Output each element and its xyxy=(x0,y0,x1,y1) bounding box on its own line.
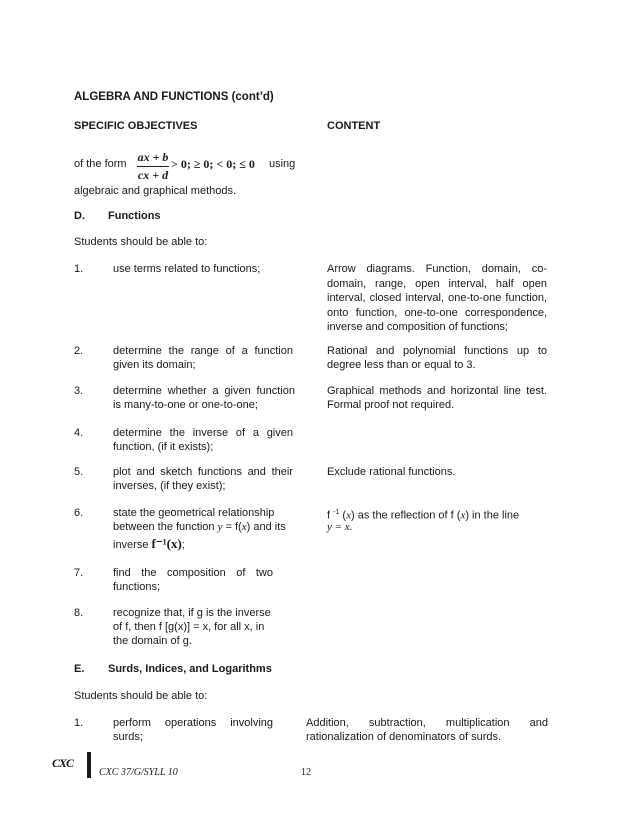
objective-text: determine whether a given function is many-to-one or one-to-one; xyxy=(113,385,295,411)
content-text: Rational and polynomial functions up to degree less than or equal to 3. xyxy=(327,345,547,371)
section-d-title: Functions xyxy=(108,210,161,222)
objective-text: find the composition of two functions; xyxy=(113,567,273,593)
var-y: y xyxy=(217,521,223,533)
cxc-logo: CXC xyxy=(52,756,74,770)
objective-number: 7. xyxy=(74,567,84,579)
var-x: x xyxy=(460,509,466,522)
objective-number: 5. xyxy=(74,466,84,478)
text-fragment: = f( xyxy=(222,521,242,533)
section-e-title: Surds, Indices, and Logarithms xyxy=(108,663,272,675)
section-e-letter: E. xyxy=(74,663,85,675)
text-fragment: ) and its xyxy=(246,521,286,533)
section-d-letter: D. xyxy=(74,210,85,222)
intro-prefix: of the form xyxy=(74,158,127,170)
objective-text-line3: the domain of g. xyxy=(113,635,192,647)
section-d-lead: Students should be able to: xyxy=(74,236,208,248)
objective-number: 1. xyxy=(74,717,84,729)
objective-text-line2 xyxy=(113,520,295,534)
inequality-relations: > 0; ≥ 0; < 0; ≤ 0 xyxy=(171,157,255,171)
objective-text-line3 xyxy=(113,537,185,552)
text-fragment: ) in the line xyxy=(465,509,520,522)
content-text-line1: f $^{-1}$ (x) as the reflection of f (x) in the line xyxy=(327,509,520,522)
footer-code: CXC 37/G/SYLL 10 xyxy=(99,767,178,778)
content-text: Exclude rational functions. xyxy=(327,466,456,478)
objective-text-line1: state the geometrical relationship xyxy=(113,507,275,519)
var-x: x xyxy=(346,509,351,522)
objective-text: determine the range of a function given its domain; xyxy=(113,345,293,371)
objective-text: determine the inverse of a given function, (if it exists); xyxy=(113,427,293,453)
inverse-function-notation: f⁻¹(x) xyxy=(151,536,182,551)
objective-number: 8. xyxy=(74,607,84,619)
intro-line2: algebraic and graphical methods. xyxy=(74,185,237,197)
fraction-bar xyxy=(137,166,169,167)
var-x: x xyxy=(241,521,247,533)
header-content: CONTENT xyxy=(327,120,381,132)
content-text: Addition, subtraction, multiplication and rationalization of denominators of surds. xyxy=(306,717,548,743)
objective-number: 1. xyxy=(74,263,84,275)
content-text-line2: y = x. xyxy=(327,521,353,533)
objective-text-line2: of f, then f [g(x)] = x, for all x, in xyxy=(113,621,265,633)
intro-suffix: using xyxy=(269,158,296,170)
fraction-denominator: cx + d xyxy=(137,168,169,182)
fraction-numerator: ax + b xyxy=(137,150,169,164)
objective-number: 3. xyxy=(74,385,84,397)
section-e-lead: Students should be able to: xyxy=(74,690,208,702)
objective-number: 4. xyxy=(74,427,84,439)
objective-text-line1: recognize that, if g is the inverse xyxy=(113,607,271,619)
objective-text: use terms related to functions; xyxy=(113,263,261,275)
text-fragment: f xyxy=(327,509,331,522)
section-title: ALGEBRA AND FUNCTIONS (cont’d) xyxy=(74,91,274,103)
superscript: -1 xyxy=(333,509,340,516)
text-fragment: between the function xyxy=(113,521,218,533)
objective-number: 6. xyxy=(74,507,84,519)
objective-number: 2. xyxy=(74,345,84,357)
text-fragment: inverse xyxy=(113,539,149,551)
objective-text: perform operations involving surds; xyxy=(113,717,273,743)
text-fragment: ; xyxy=(181,539,185,551)
content-text: Graphical methods and horizontal line test. Formal proof not required. xyxy=(327,385,547,411)
objective-text: plot and sketch functions and their inverses, (if they exist); xyxy=(113,466,293,492)
text-fragment: as the reflection of f ( xyxy=(354,509,461,522)
content-text: Arrow diagrams. Function, domain, co-domain, range, open interval, half open interval, closed interval, one-to-one function, onto function, one-to-one correspondence, inverse and composition of functions; xyxy=(327,263,547,334)
page-number: 12 xyxy=(301,767,311,778)
footer-divider xyxy=(87,752,91,778)
header-specific-objectives: SPECIFIC OBJECTIVES xyxy=(74,120,198,132)
